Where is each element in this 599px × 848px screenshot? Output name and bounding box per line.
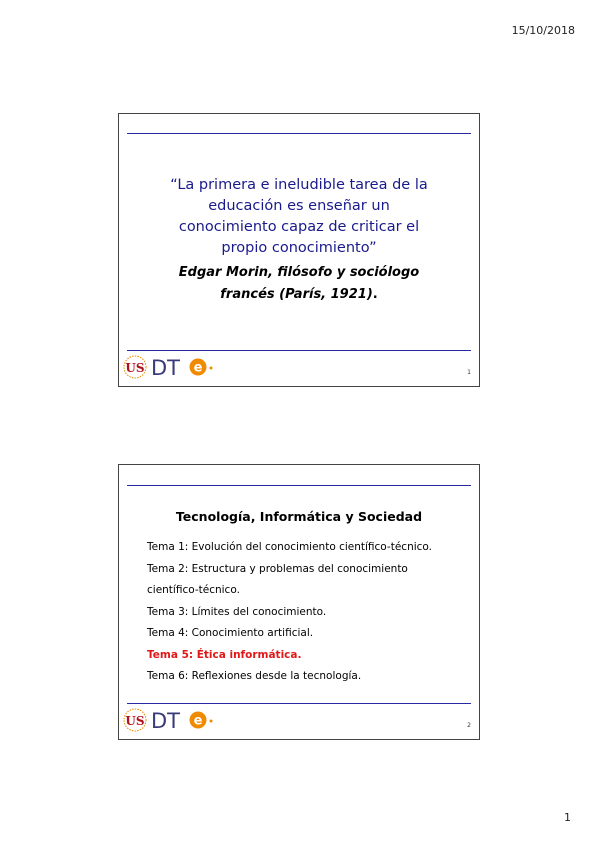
topic-item: Tema 6: Reflexiones desde la tecnología. xyxy=(147,670,362,682)
logo-text: DT xyxy=(151,356,180,380)
author-line: Edgar Morin, filósofo y sociólogo xyxy=(178,265,420,280)
author-period: . xyxy=(372,287,378,302)
author-line-text: francés (París, 1921) xyxy=(220,287,373,302)
logo-e-letter: e xyxy=(193,713,203,729)
slide-title: Tecnología, Informática y Sociedad xyxy=(175,509,423,524)
logo-text: DT xyxy=(151,709,180,733)
quote-line: educación es enseñar un xyxy=(208,198,390,214)
slide-bottom-rule xyxy=(127,703,471,704)
quote-author xyxy=(119,262,479,306)
slide-number: 1 xyxy=(467,369,471,376)
topic-item: Tema 2: Estructura y problemas del conocimiento xyxy=(147,562,408,575)
dte-logo xyxy=(123,352,233,382)
seal-letters: US xyxy=(125,361,145,375)
seal-letters: US xyxy=(125,714,145,728)
page-number: 1 xyxy=(564,811,571,824)
slide-number: 2 xyxy=(467,722,471,729)
quote-line: conocimiento capaz de criticar el xyxy=(178,219,420,235)
dte-logo xyxy=(123,705,233,735)
document-date: 15/10/2018 xyxy=(511,24,575,37)
slide-1 xyxy=(118,113,480,387)
topic-item-active: Tema 5: Ética informática. xyxy=(147,648,302,661)
logo-dot xyxy=(210,367,213,370)
slide-bottom-rule xyxy=(127,350,471,351)
topic-list xyxy=(147,537,469,688)
slide-2 xyxy=(118,464,480,740)
slide-top-rule xyxy=(127,133,471,134)
topic-item: científico-técnico. xyxy=(147,584,240,596)
topic-item: Tema 3: Límites del conocimiento. xyxy=(147,605,327,618)
slide-top-rule xyxy=(127,485,471,486)
quote-text xyxy=(119,175,479,259)
quote-line: “La primera e ineludible tarea de la xyxy=(170,177,428,193)
quote-line: propio conocimiento” xyxy=(221,240,377,256)
logo-dot xyxy=(210,720,213,723)
author-line-2 xyxy=(119,284,479,306)
logo-e-letter: e xyxy=(193,360,203,376)
topic-item: Tema 1: Evolución del conocimiento científico-técnico. xyxy=(147,541,432,553)
topic-item: Tema 4: Conocimiento artificial. xyxy=(147,627,314,639)
